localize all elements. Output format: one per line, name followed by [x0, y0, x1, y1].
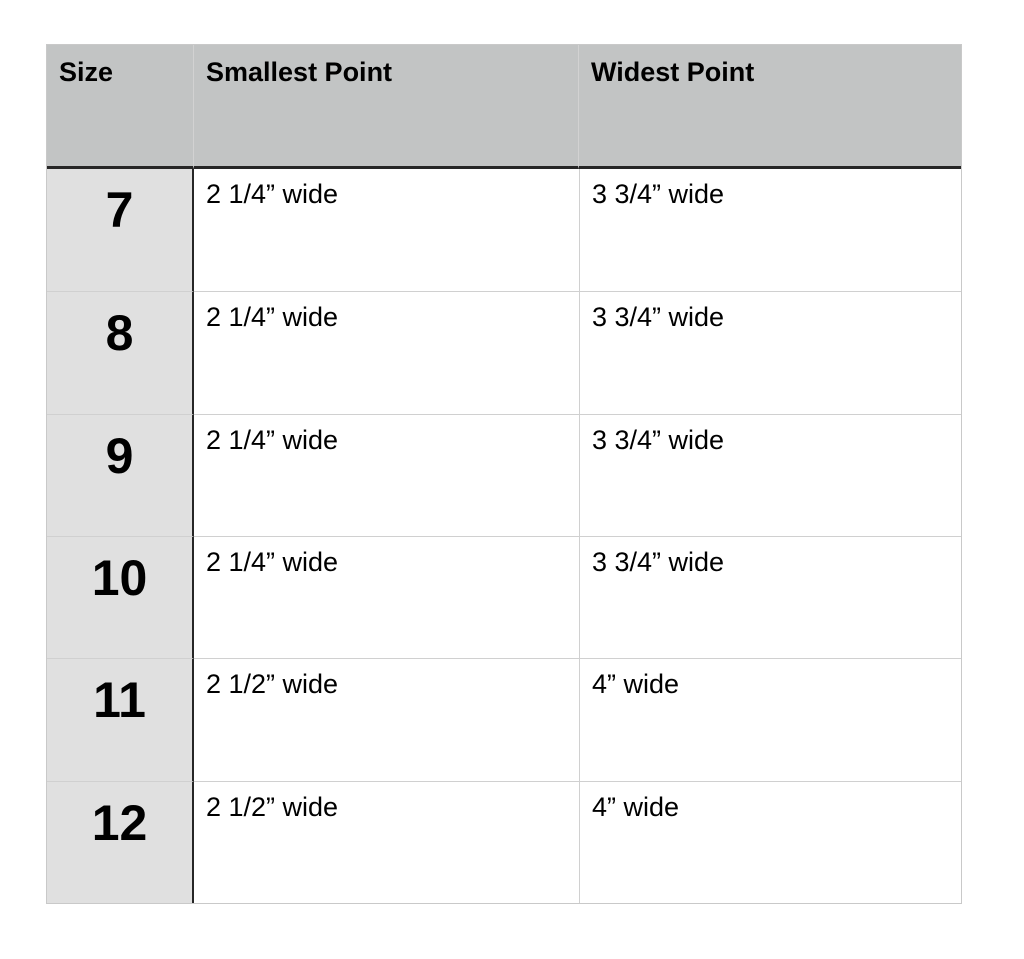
smallest-point-cell: 2 1/4” wide	[194, 536, 579, 658]
column-header-widest-point: Widest Point	[579, 45, 961, 169]
smallest-point-cell: 2 1/4” wide	[194, 414, 579, 536]
size-cell: 9	[47, 414, 194, 536]
widest-point-cell: 3 3/4” wide	[579, 169, 961, 291]
smallest-point-cell: 2 1/2” wide	[194, 658, 579, 780]
widest-point-cell: 4” wide	[579, 658, 961, 780]
size-chart-table	[46, 44, 962, 904]
column-header-smallest-point: Smallest Point	[194, 45, 579, 169]
size-cell: 7	[47, 169, 194, 291]
widest-point-cell: 4” wide	[579, 781, 961, 903]
widest-point-cell: 3 3/4” wide	[579, 536, 961, 658]
size-cell: 11	[47, 658, 194, 780]
smallest-point-cell: 2 1/4” wide	[194, 291, 579, 413]
column-header-size: Size	[47, 45, 194, 169]
size-cell: 12	[47, 781, 194, 903]
widest-point-cell: 3 3/4” wide	[579, 291, 961, 413]
widest-point-cell: 3 3/4” wide	[579, 414, 961, 536]
size-cell: 10	[47, 536, 194, 658]
size-cell: 8	[47, 291, 194, 413]
smallest-point-cell: 2 1/4” wide	[194, 169, 579, 291]
smallest-point-cell: 2 1/2” wide	[194, 781, 579, 903]
